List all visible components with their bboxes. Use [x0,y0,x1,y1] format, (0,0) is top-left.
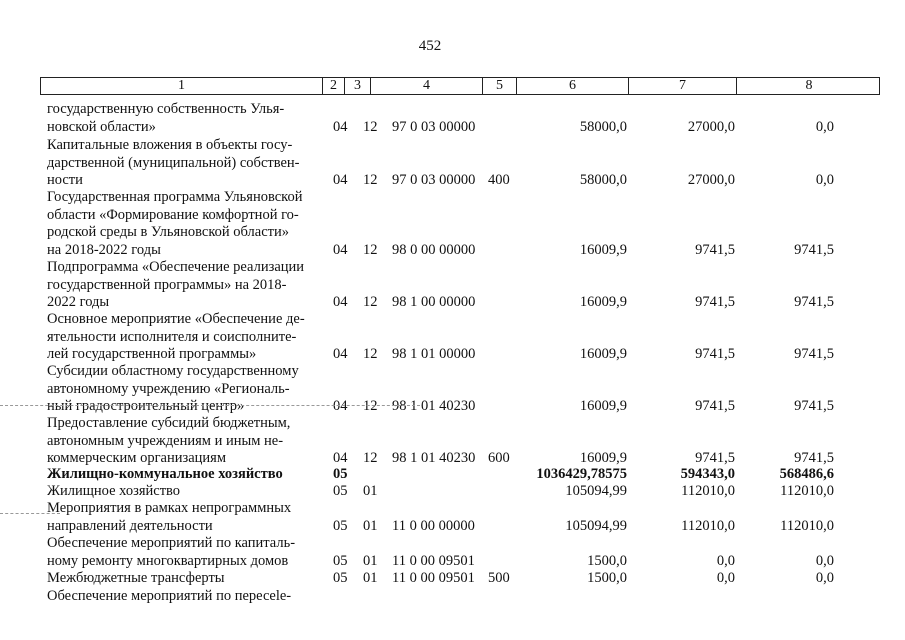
description-line: Обеспечение мероприятий по пересele- [47,588,292,604]
row-description [47,588,322,606]
table-row [0,588,905,606]
row-description [47,137,322,190]
amount-col-6: 105094,99 [565,483,627,499]
row-description [47,101,322,136]
description-line: новской области» [47,118,156,135]
description-line: Государственная программа Ульяновской [47,189,303,205]
amount-col-6: 1500,0 [587,570,627,586]
header-col-1: 1 [41,78,323,94]
table-row [0,483,905,501]
description-line: ный градостроительный центр» [47,398,245,414]
row-description [47,570,322,588]
scan-artifact-line [0,513,60,514]
subsection-code: 12 [363,118,378,135]
header-col-2: 2 [323,78,345,94]
subsection-code: 01 [363,552,378,569]
amount-col-8: 112010,0 [780,517,834,534]
amount-col-8: 568486,6 [779,466,834,482]
table-row [0,259,905,312]
amount-col-7: 9741,5 [695,241,735,258]
table-row [0,189,905,259]
section-code: 05 [333,466,348,482]
expense-type-code: 600 [488,450,510,466]
header-col-7: 7 [629,78,737,94]
amount-col-7: 112010,0 [681,517,735,534]
table-row [0,570,905,588]
target-article-code: 98 0 00 00000 [392,241,476,258]
amount-col-7: 9741,5 [695,450,735,466]
row-description [47,500,322,535]
amount-col-7: 594343,0 [680,466,735,482]
subsection-code: 12 [363,241,378,258]
target-article-code: 97 0 03 00000 [392,172,476,188]
subsection-code: 01 [363,517,378,534]
expense-type-code: 500 [488,570,510,586]
scan-artifact-line [0,405,420,406]
description-line: Обеспечение мероприятий по капиталь- [47,535,296,551]
description-line: Мероприятия в рамках непрограммных [47,500,292,516]
page-number: 452 [418,38,442,54]
section-code: 05 [333,570,348,586]
header-col-4: 4 [371,78,483,94]
target-article-code: 97 0 03 00000 [392,118,476,135]
target-article-code: 11 0 00 09501 [392,552,475,569]
amount-col-6: 16009,9 [579,398,627,414]
description-line: области «Формирование комфортной го- [47,206,299,223]
description-line: ятельности исполнителя и соисполните- [47,328,297,345]
target-article-code: 98 1 01 40230 [392,450,476,466]
section-code: 04 [333,346,348,362]
amount-col-8: 9741,5 [794,398,834,414]
description-line: коммерческим организациям [47,450,227,466]
row-description [47,311,322,364]
description-line: государственной программы» на 2018- [47,276,287,293]
description-line: направлений деятельности [47,517,213,534]
row-description [47,466,322,484]
description-line: 2022 годы [47,294,110,310]
amount-col-7: 9741,5 [695,398,735,414]
expense-type-code: 400 [488,172,510,188]
amount-col-6: 1036429,78575 [536,466,627,482]
description-line: Жилищное хозяйство [47,483,181,499]
section-code: 04 [333,294,348,310]
description-line: Основное мероприятие «Обеспечение де- [47,311,305,327]
header-col-8: 8 [805,78,813,93]
description-line: Жилищно-коммунальное хозяйство [47,466,283,482]
target-article-code: 11 0 00 09501 [392,570,475,586]
description-line: лей государственной программы» [47,346,257,362]
amount-col-6: 16009,9 [579,346,627,362]
amount-col-7: 27000,0 [687,172,735,188]
subsection-code: 12 [363,398,378,414]
header-col-6: 6 [517,78,629,94]
section-code: 04 [333,398,348,414]
description-line: Межбюджетные трансферты [47,570,225,586]
amount-col-7: 9741,5 [695,294,735,310]
table-row [0,137,905,190]
amount-col-8: 9741,5 [794,294,834,310]
description-line: ному ремонту многоквартирных домов [47,552,289,569]
target-article-code: 98 1 01 40230 [392,398,476,414]
amount-col-7: 0,0 [716,552,735,569]
amount-col-6: 105094,99 [565,517,627,534]
row-description [47,415,322,468]
description-line: Предоставление субсидий бюджетным, [47,415,291,431]
table-row [0,363,905,416]
row-description [47,259,322,312]
table-row [0,466,905,484]
target-article-code: 11 0 00 00000 [392,517,475,534]
table-header [40,77,880,95]
description-line: родской среды в Ульяновской области» [47,224,290,240]
amount-col-6: 16009,9 [579,241,627,258]
subsection-code: 12 [363,346,378,362]
target-article-code: 98 1 01 00000 [392,346,476,362]
section-code: 04 [333,172,348,188]
amount-col-6: 58000,0 [579,172,627,188]
description-line: дарственной (муниципальной) собствен- [47,154,300,171]
amount-col-8: 9741,5 [794,346,834,362]
amount-col-8: 112010,0 [780,483,834,499]
section-code: 04 [333,241,348,258]
description-line: Субсидии областному государственному [47,363,299,379]
section-code: 05 [333,483,348,499]
section-code: 04 [333,450,348,466]
amount-col-6: 58000,0 [579,118,627,135]
amount-col-7: 27000,0 [687,118,735,135]
row-description [47,535,322,570]
amount-col-8: 0,0 [815,552,834,569]
description-line: государственную собственность Улья- [47,101,285,117]
description-line: автономным учреждениям и иным не- [47,432,284,449]
table-row [0,415,905,468]
target-article-code: 98 1 00 00000 [392,294,476,310]
header-col-3: 3 [345,78,371,94]
description-line: автономному учреждению «Региональ- [47,380,290,397]
section-code: 04 [333,118,348,135]
amount-col-6: 1500,0 [587,552,627,569]
table-row [0,101,905,136]
section-code: 05 [333,517,348,534]
amount-col-8: 9741,5 [794,241,834,258]
amount-col-6: 16009,9 [579,294,627,310]
amount-col-6: 16009,9 [579,450,627,466]
amount-col-7: 0,0 [716,570,735,586]
description-line: ности [47,172,83,188]
amount-col-8: 9741,5 [794,450,834,466]
section-code: 05 [333,552,348,569]
header-col-5: 5 [483,78,517,94]
description-line: Капитальные вложения в объекты госу- [47,137,293,153]
row-description [47,483,322,501]
amount-col-8: 0,0 [815,570,834,586]
subsection-code: 12 [363,172,378,188]
amount-col-7: 9741,5 [695,346,735,362]
subsection-code: 12 [363,450,378,466]
table-row [0,500,905,535]
subsection-code: 01 [363,483,378,499]
row-description [47,189,322,259]
table-row [0,311,905,364]
amount-col-8: 0,0 [815,172,834,188]
amount-col-7: 112010,0 [681,483,735,499]
description-line: на 2018-2022 годы [47,241,161,258]
row-description [47,363,322,416]
description-line: Подпрограмма «Обеспечение реализации [47,259,305,275]
table-row [0,535,905,570]
amount-col-8: 0,0 [815,118,834,135]
subsection-code: 12 [363,294,378,310]
subsection-code: 01 [363,570,378,586]
